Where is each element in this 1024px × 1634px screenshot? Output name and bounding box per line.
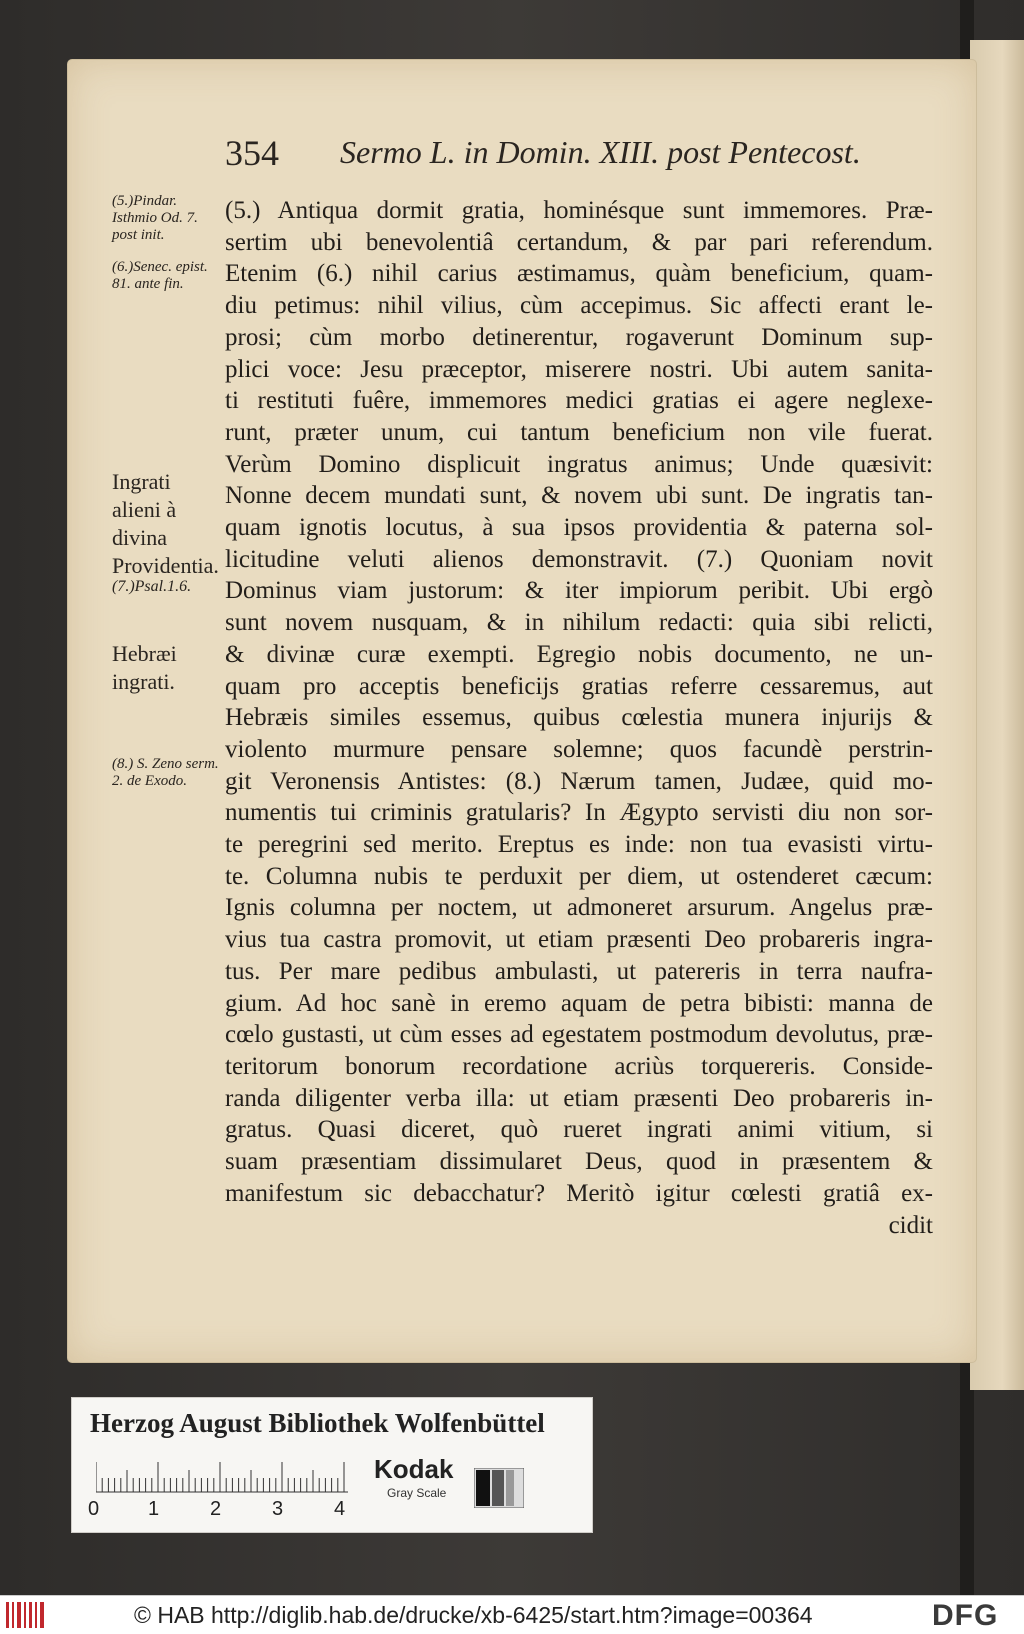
library-name: Herzog August Bibliothek Wolfenbüttel <box>90 1408 545 1438</box>
text-line: cœlo gustasti, ut cùm esses ad egestatem postmodum devolutus, præ- <box>225 1021 933 1049</box>
text-line: licitudine veluti alienos demonstravit. (7.) Quoniam novit <box>225 545 933 573</box>
text-line: plici voce: Jesu præceptor, miserere nostri. Ubi autem sanita- <box>225 355 933 383</box>
text-line: manifestum sic debacchatur? Meritò igitur cœlesti gratiâ ex- <box>225 1179 933 1207</box>
ruler-scale <box>96 1456 348 1494</box>
page-number: 354 <box>225 133 279 173</box>
margin-note-pindar: (5.)Pindar. Isthmio Od. 7. post init. <box>112 193 198 243</box>
text-line: te peregrini sed merito. Ereptus es inde: non tua evasisti virtu- <box>225 831 933 859</box>
dfg-logo: DFG <box>932 1599 999 1632</box>
text-line: ti restituti fuêre, immemores medici gratias ei agere neglexe- <box>225 387 933 415</box>
body-text <box>225 195 933 1241</box>
kodak-logo: Kodak <box>374 1454 454 1484</box>
ruler-number: 2 <box>210 1498 222 1520</box>
text-line: quam ignotis locutus, à sua ipsos providentia & paterna sol- <box>225 514 933 542</box>
text-line: suam præsentiam dissimularet Deus, quod in præsentem & <box>225 1148 933 1176</box>
text-line: violento murmure pensare solemne; quos facundè perstrin- <box>225 735 933 763</box>
text-line: gratus. Quasi diceret, quò rueret ingrati animi vitium, si <box>225 1116 933 1144</box>
barcode-logo-icon <box>6 1600 48 1630</box>
text-line: Verùm Domino displicuit ingratus animus; Unde quæsivit: <box>225 450 933 478</box>
text-line: cidit <box>888 1211 933 1239</box>
next-page-edge <box>970 40 1024 1390</box>
copyright-link[interactable]: © HAB http://diglib.hab.de/drucke/xb-6425/start.htm?image=00364 <box>134 1602 813 1628</box>
ruler-numbers <box>88 1498 368 1522</box>
text-line: numentis tui criminis gratularis? In Ægypto servisti diu non sor- <box>225 799 933 827</box>
text-line: sunt novem nusquam, & in nihilum redacti: quia sibi relicti, <box>225 609 933 637</box>
margin-note-ingrati: Ingrati alieni à divina Providentia. <box>112 469 219 578</box>
ruler-number: 1 <box>148 1498 160 1520</box>
margin-note-hebraei: Hebræi ingrati. <box>112 641 177 694</box>
gray-scale-bars <box>474 1468 524 1508</box>
text-line: Nonne decem mundati sunt, & novem ubi sunt. De ingratis tan- <box>225 482 933 510</box>
text-line: te. Columna nubis te perduxit per diem, ut ostenderet cæcum: <box>225 862 933 890</box>
text-line: vius tua castra promovit, ut etiam præsenti Deo probareris ingra- <box>225 926 933 954</box>
ruler-number: 0 <box>88 1498 100 1520</box>
text-line: diu petimus: nihil vilius, cùm accepimus. Sic affecti erant le- <box>225 292 933 320</box>
text-line: quam pro acceptis beneficijs gratias referre cessaremus, aut <box>225 672 933 700</box>
text-line: randa diligenter verba illa: ut etiam præsenti Deo probareris in- <box>225 1084 933 1112</box>
ruler-number: 4 <box>334 1498 346 1520</box>
kodak-subtitle: Gray Scale <box>387 1486 447 1500</box>
running-title: Sermo L. in Domin. XIII. post Pentecost. <box>340 134 861 170</box>
text-line: & divinæ curæ exempti. Egregio nobis documento, ne un- <box>225 640 933 668</box>
text-line: Dominus viam justorum: & iter impiorum peribit. Ubi ergò <box>225 577 933 605</box>
text-line: tus. Per mare pedibus ambulasti, ut patereris in terra naufra- <box>225 957 933 985</box>
text-line: runt, præter unum, cui tantum beneficium non vile fuerat. <box>225 418 933 446</box>
ruler-number: 3 <box>272 1498 284 1520</box>
text-line: Ignis columna per noctem, ut admoneret arsurum. Angelus præ- <box>225 894 933 922</box>
text-line: git Veronensis Antistes: (8.) Nærum tamen, Judæe, quid mo- <box>225 767 933 795</box>
text-line: teritorum bonorum recordatione acriùs torquereris. Conside- <box>225 1052 933 1080</box>
margin-note-seneca: (6.)Senec. epist. 81. ante fin. <box>112 259 208 292</box>
text-line: sertim ubi benevolentiâ certandum, & par pari referendum. <box>225 228 933 256</box>
text-line: Etenim (6.) nihil carius æstimamus, quàm beneficium, quam- <box>225 260 933 288</box>
text-line: Hebræis similes essemus, quibus cœlestia munera injurijs & <box>225 704 933 732</box>
library-label-card <box>71 1397 593 1533</box>
margin-note-zeno: (8.) S. Zeno serm. 2. de Exodo. <box>112 756 219 789</box>
text-line: prosi; cùm morbo detinerentur, rogaverunt Dominum sup- <box>225 323 933 351</box>
margin-note-psalm: (7.)Psal.1.6. <box>112 578 192 595</box>
text-line: gium. Ad hoc sanè in eremo aquam de petra bibisti: manna de <box>225 989 933 1017</box>
page-header <box>225 132 925 182</box>
text-line: (5.) Antiqua dormit gratia, hominésque sunt immemores. Præ- <box>225 197 933 224</box>
footer-bar <box>0 1595 1024 1634</box>
